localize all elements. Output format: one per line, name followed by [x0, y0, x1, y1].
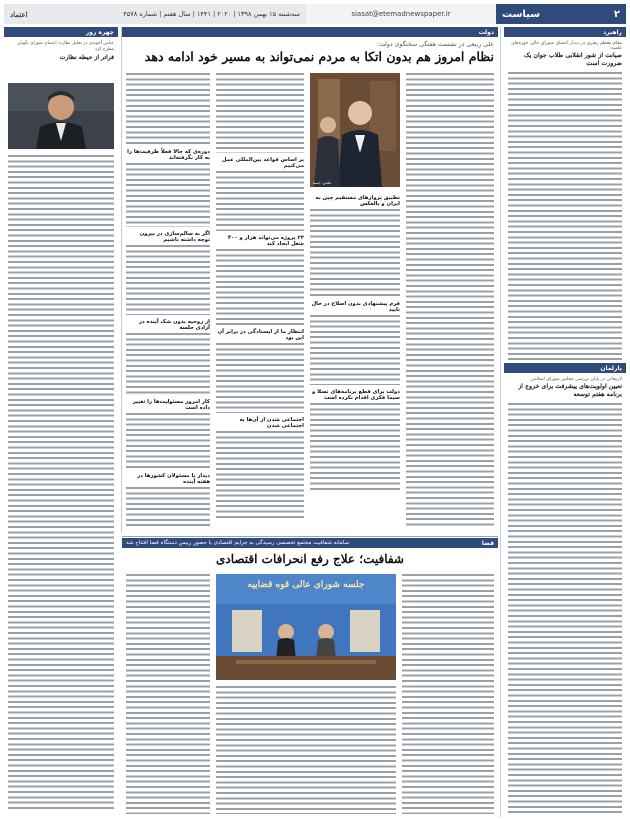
subhead-9: اگر به سالم‌سازی در بیرون توجه داشته باشیم — [139, 231, 210, 243]
judiciary-headline[interactable]: شفافیت؛ علاج رفع انحرافات اقتصادی — [216, 552, 404, 566]
section-divider — [122, 536, 498, 537]
middle-column — [122, 27, 498, 533]
judiciary-meeting-photo — [216, 574, 396, 680]
photo-caption: عکس: ایسنا — [313, 181, 332, 185]
column-header-qaza: قضا — [481, 539, 494, 547]
judiciary-body-col-2 — [216, 686, 396, 814]
spokesman-photo-illustration — [310, 73, 400, 187]
column-header-chehreh: چهره روز — [4, 27, 118, 37]
profile-body-text — [8, 155, 114, 811]
parliament-kicker: لاریجانی در پایان بررسی مجلس شورای اسلامی — [530, 377, 622, 382]
section-email[interactable]: siasat@etemadnewspaper.ir — [306, 4, 496, 24]
spokesman-photo — [310, 73, 400, 187]
body-text-block — [216, 343, 304, 413]
body-text-block — [310, 403, 400, 493]
body-text-block — [126, 487, 210, 527]
judiciary-body-col-1 — [402, 574, 494, 814]
section-title: سیاست — [502, 8, 541, 20]
subhead-11: کار امروز مسئولیت‌ها را تغییر داده است — [132, 399, 210, 411]
body-text-block — [216, 249, 304, 325]
main-article-headline[interactable]: نظام امروز هم بدون اتکا به مردم نمی‌تواند به مسیر خود ادامه دهد — [144, 49, 494, 64]
subhead-10: از روحیه بدون شک آینده در آزادی جلسه — [138, 319, 210, 331]
section-banner — [496, 4, 626, 24]
page-number: ۲ — [613, 8, 620, 20]
body-text-block — [126, 73, 210, 145]
subhead-5: ۲۳ پروژه می‌تواند هزار و ۴۰۰ شغل ایجاد کند — [227, 235, 304, 247]
judiciary-body-col-3 — [126, 574, 210, 814]
column-header-rahbord: راهبرد — [504, 27, 626, 37]
body-text-block — [126, 163, 210, 227]
body-text-block — [310, 209, 400, 297]
subhead-2: فرم پیشنهادی بدون اصلاح در حال تایید — [311, 301, 400, 313]
subhead-7: اجتماعی شدن از آن‌ها به اجتماعی شدن — [239, 417, 304, 429]
main-body-col-1 — [406, 73, 494, 529]
body-text-block — [126, 413, 210, 469]
profile-kicker: عباس آخوندی در تحلیل نظارت اعضای شورای نگهبان مطرح کرد — [17, 41, 114, 52]
judiciary-header-bar — [122, 538, 498, 548]
article-kicker: مقام معظم رهبری در دیدار اعضای شورای عالی حوزه‌های علمیه: — [511, 41, 622, 51]
newspaper-logo: اعتماد — [10, 9, 28, 19]
column-divider — [121, 27, 122, 533]
judiciary-feature — [122, 538, 498, 818]
column-divider — [500, 27, 501, 817]
subhead-1: تطبیق پرواز‌های مستقیم چین به ایران و بالعکس — [315, 195, 400, 207]
body-text-block — [216, 171, 304, 231]
article-body-text — [508, 72, 622, 362]
akhoundi-portrait — [8, 83, 114, 149]
column-header-parliament: پارلمان — [504, 363, 626, 373]
subhead-8: دوره‌ی که حالا فعلاً ظرفیت‌ها را به کار نگرفته‌اند — [127, 149, 210, 161]
parliament-body-text — [508, 403, 622, 813]
parliament-headline[interactable]: تعیین اولویت‌های پیشرفت برای خروج از برنامه هفتم توسعه — [518, 383, 622, 398]
banner-text: جلسه شورای عالی قوه قضاییه — [247, 580, 365, 590]
masthead — [4, 4, 626, 24]
column-header-dolat: دولت — [122, 27, 498, 37]
body-text-block — [126, 245, 210, 315]
subhead-6: انتظار ما از ایستادگی در برابر آن این بود — [217, 329, 304, 341]
article-headline[interactable]: صیانت از شور انقلابی طلاب جوان یک ضرورت است — [524, 52, 622, 67]
portrait-illustration — [8, 83, 114, 149]
left-column — [4, 27, 118, 817]
main-article-kicker: علی ربیعی در نشست هفتگی سخنگوی دولت: — [376, 41, 494, 48]
subhead-12: دیدار با مسئولان کشورها در هفته آینده — [137, 473, 210, 485]
subhead-3: دولت برای قطع برنامه‌های تسلا و سیما فکری اقدام نکرده است — [312, 389, 400, 401]
right-column — [504, 27, 626, 817]
body-text-block — [216, 73, 304, 153]
body-text-block — [216, 431, 304, 521]
body-text-block — [310, 315, 400, 385]
subhead-4: بر اساس قواعد بین‌المللی عمل می‌کنیم — [221, 157, 304, 169]
judiciary-kicker: سامانه شفافیت مجتمع تخصصی رسیدگی به جرایم اقتصادی با حضور رییس دستگاه قضا افتتاح شد — [126, 540, 350, 546]
profile-headline[interactable]: فراتر از حیطه نظارت — [59, 54, 114, 61]
body-text-block — [126, 333, 210, 395]
masthead-info — [4, 4, 306, 24]
issue-date-line: سه‌شنبه ۱۵ بهمن ۱۳۹۸ | ۲۰۲۰ | ۱۴۴۱ | سال هفتم | شماره ۴۵۷۸ — [123, 10, 300, 18]
